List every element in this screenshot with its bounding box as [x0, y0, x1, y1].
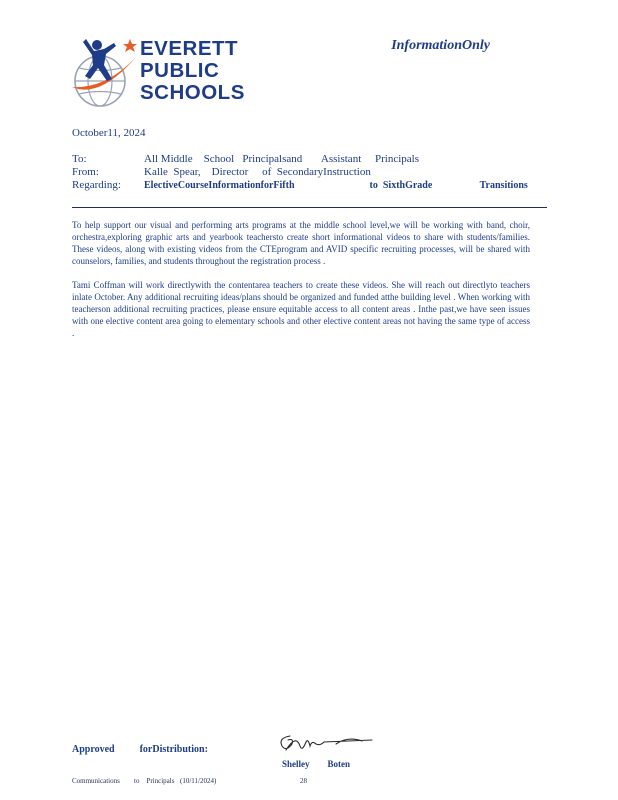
memo-regarding-row: [72, 179, 544, 192]
regarding-label: Regarding:: [72, 179, 121, 191]
footer-page-number: 28: [300, 777, 307, 785]
page-footer: [72, 777, 372, 785]
memo-body: [72, 219, 530, 351]
to-value: All Middle School Principalsand Assistant Principals: [144, 153, 419, 165]
logo-mark-icon: [70, 35, 140, 110]
logo-line-everett: EVERETT: [140, 37, 239, 60]
everett-public-schools-logo: [70, 35, 260, 110]
header-divider: [72, 207, 547, 208]
body-paragraph-2: Tami Coffman will work directlywith the contentarea teachers to create these videos. She will reach out directlyto teachers inlate October. Any additional recruiting ideas/plans should be organized and funded atthe building level . When working with teacherson additional recruiting practices, please ensure equitable access to all content areas . Inthe past,we have seen issues with one elective content area going to elementary schools and other elective content areas not having the same type of access .: [72, 280, 530, 338]
signer-name: Shelley Boten: [282, 759, 351, 769]
footer-communications: Communications: [72, 777, 120, 785]
footer-to-principals: to Principals: [134, 777, 175, 785]
memo-date: October11, 2024: [72, 127, 146, 139]
approval-label: Approved forDistribution:: [72, 744, 208, 755]
memo-to-row: [72, 153, 544, 166]
from-value: Kalle Spear, Director of SecondaryInstruction: [144, 166, 371, 178]
footer-date: (10/11/2024): [180, 777, 217, 785]
body-paragraph-1: To help support our visual and performing arts programs at the middle school level,we will be working with band, choir, orchestra,exploring graphic arts and yearbook teachersto create short informational videos to share with students/families. These videos, along with existing videos from the CTEprogram and AVID specific recruiting processes, will be shared with counselors, families, and students throughout the registration process .: [72, 220, 530, 266]
logo-line-schools: SCHOOLS: [140, 81, 245, 104]
signature-icon: [276, 730, 376, 758]
information-only-stamp: InformationOnly: [391, 38, 490, 53]
memo-from-row: [72, 166, 544, 179]
logo-line-public: PUBLIC: [140, 59, 220, 82]
to-label: To:: [72, 153, 87, 165]
memo-header: [72, 153, 544, 192]
logo-wordmark: [140, 38, 245, 104]
from-label: From:: [72, 166, 99, 178]
regarding-value: ElectiveCourseInformationforFifth to SixthGrade Transitions: [144, 180, 528, 191]
